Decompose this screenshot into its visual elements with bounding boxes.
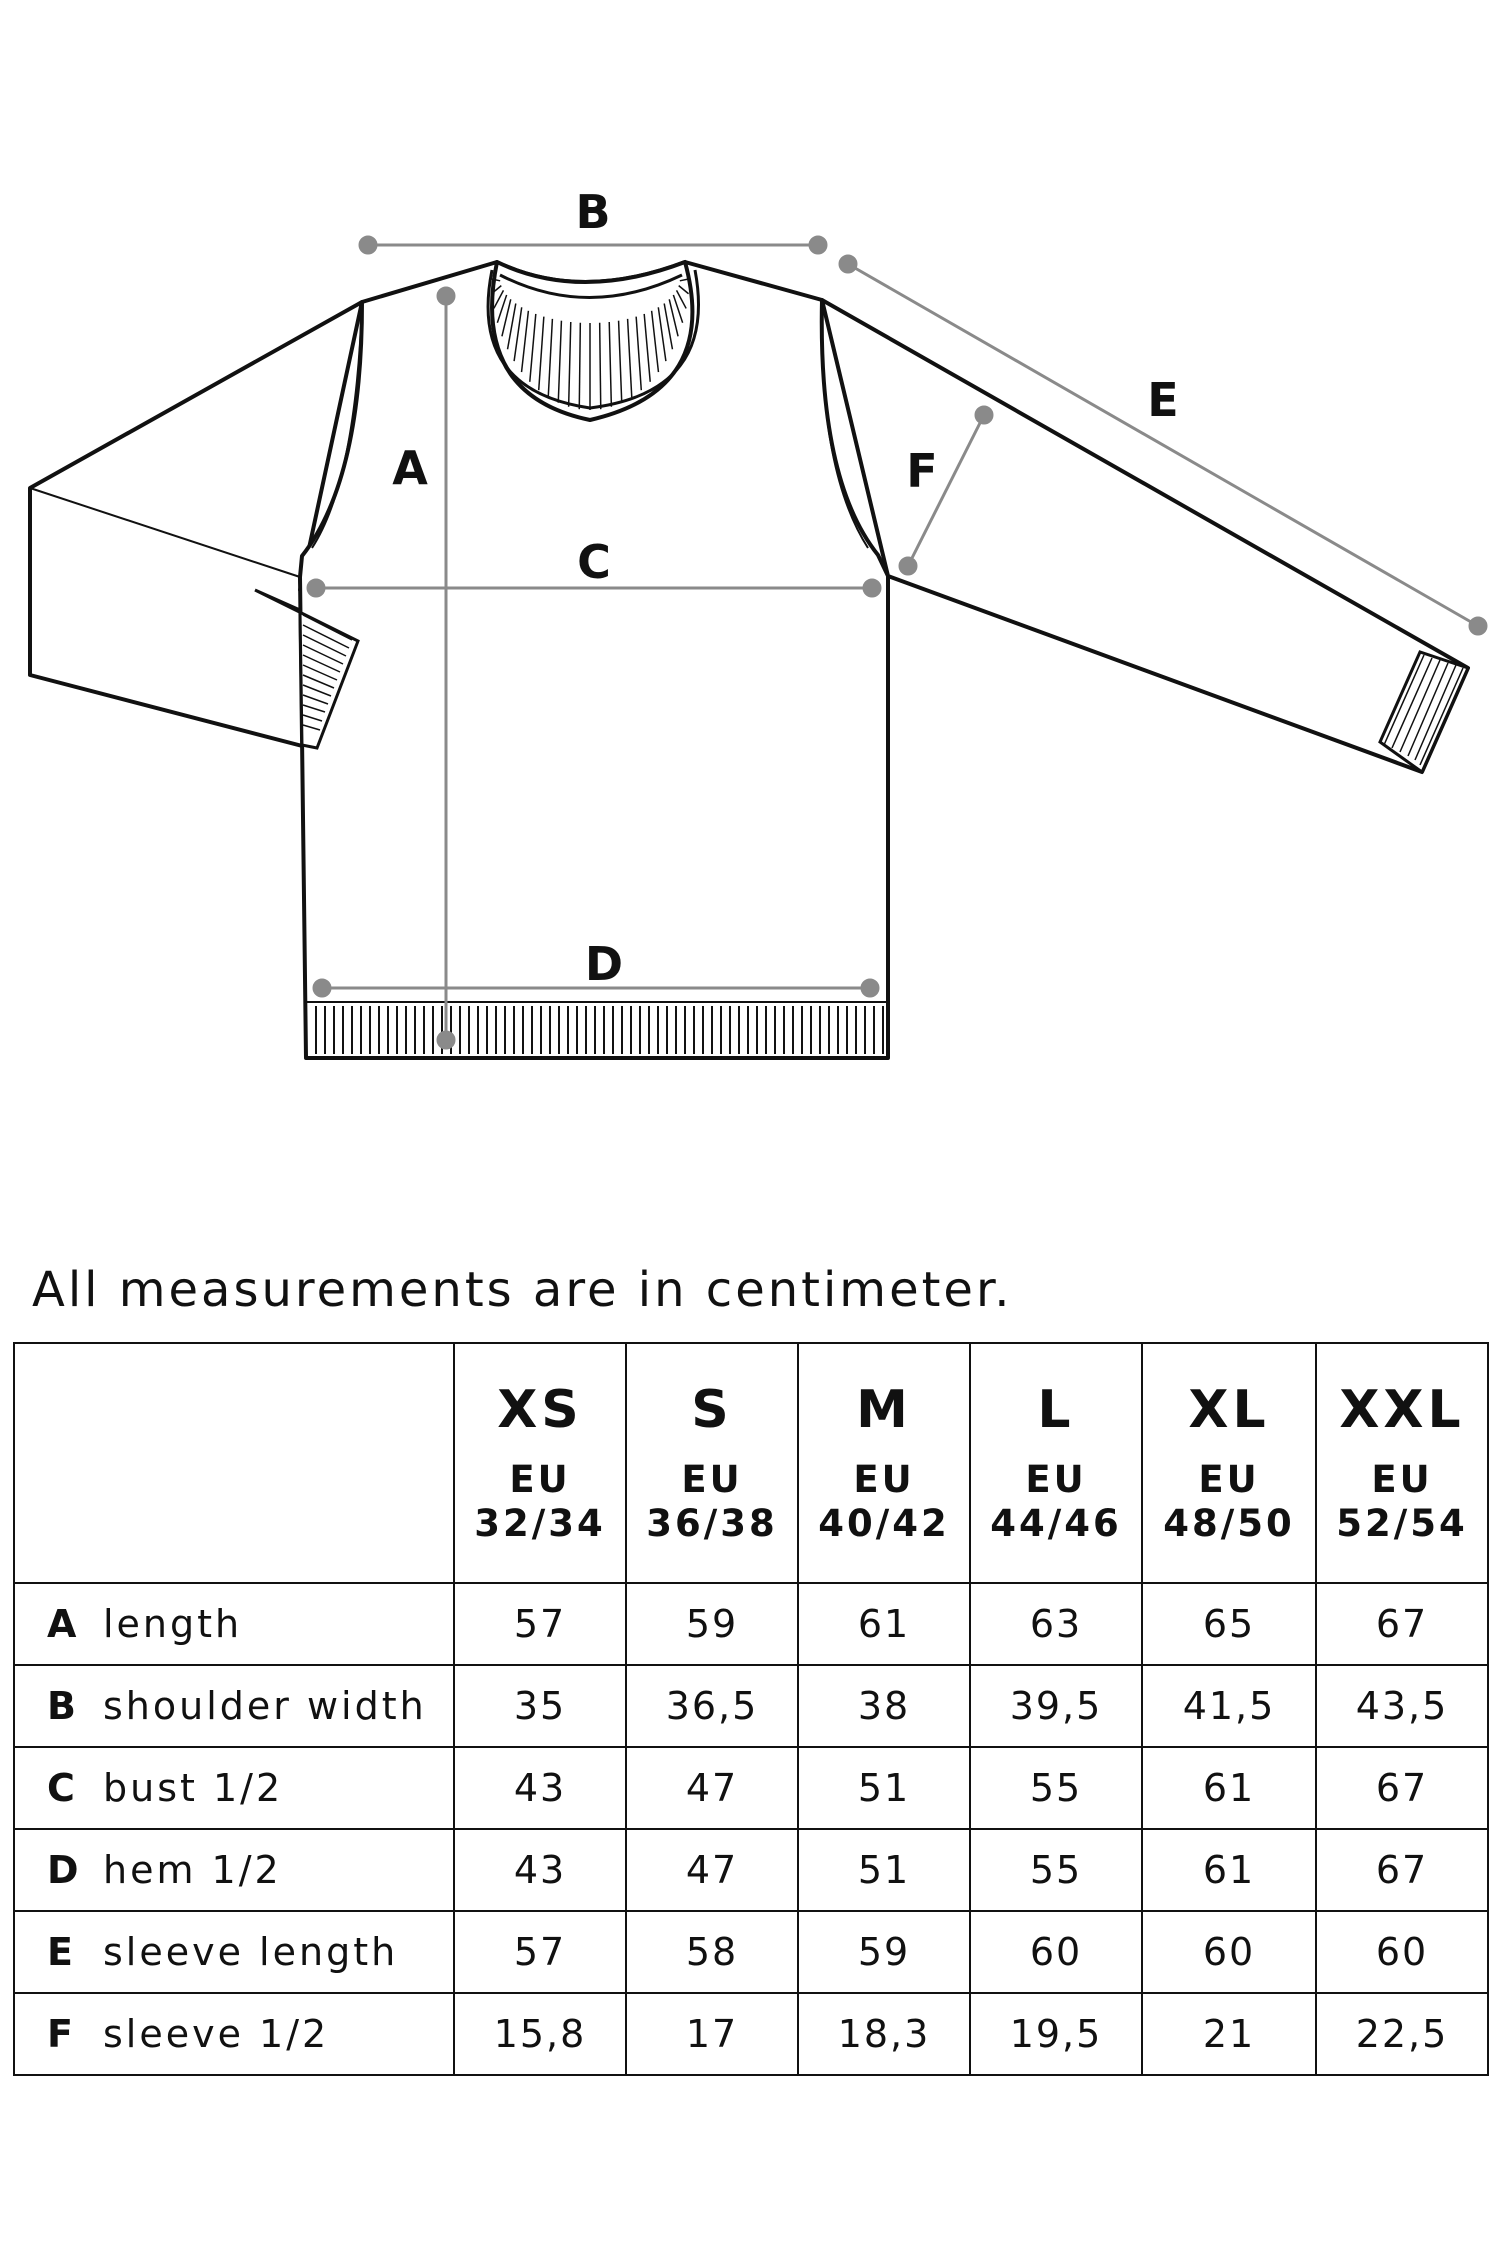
table-cell: 65 [1142, 1583, 1316, 1665]
size-header: L EU 44/46 [970, 1343, 1142, 1583]
row-label: sleeve 1/2 [103, 2012, 330, 2056]
table-cell: 22,5 [1316, 1993, 1488, 2075]
table-cell: 59 [626, 1583, 798, 1665]
label-d: D [584, 937, 624, 991]
table-cell: 60 [970, 1911, 1142, 1993]
table-row [14, 1583, 1488, 1665]
row-label: sleeve length [103, 1930, 399, 1974]
table-cell: 18,3 [798, 1993, 970, 2075]
table-cell: 60 [1316, 1911, 1488, 1993]
table-cell: 21 [1142, 1993, 1316, 2075]
row-letter: E [47, 1930, 75, 1974]
table-cell: 60 [1142, 1911, 1316, 1993]
table-cell: 36,5 [626, 1665, 798, 1747]
row-label: bust 1/2 [103, 1766, 284, 1810]
table-cell: 47 [626, 1747, 798, 1829]
label-e: E [1147, 373, 1179, 427]
row-letter: B [47, 1684, 78, 1728]
row-label: length [103, 1602, 243, 1646]
table-cell: 43 [454, 1829, 626, 1911]
table-cell: 59 [798, 1911, 970, 1993]
table-cell: 67 [1316, 1747, 1488, 1829]
table-row [14, 1747, 1488, 1829]
row-header [14, 1747, 454, 1829]
table-cell: 41,5 [1142, 1665, 1316, 1747]
table-cell: 58 [626, 1911, 798, 1993]
table-cell: 19,5 [970, 1993, 1142, 2075]
table-header-row [14, 1343, 1488, 1583]
row-header [14, 1583, 454, 1665]
table-cell: 35 [454, 1665, 626, 1747]
label-b: B [575, 185, 611, 239]
table-cell: 51 [798, 1829, 970, 1911]
table-cell: 67 [1316, 1829, 1488, 1911]
label-c: C [577, 535, 611, 589]
size-header: XS EU 32/34 [454, 1343, 626, 1583]
size-header: XXL EU 52/54 [1316, 1343, 1488, 1583]
size-header: XL EU 48/50 [1142, 1343, 1316, 1583]
table-cell: 51 [798, 1747, 970, 1829]
table-cell: 17 [626, 1993, 798, 2075]
row-header [14, 1829, 454, 1911]
table-cell: 57 [454, 1583, 626, 1665]
table-cell: 61 [1142, 1829, 1316, 1911]
row-letter: C [47, 1766, 77, 1810]
row-header [14, 1911, 454, 1993]
table-row [14, 1911, 1488, 1993]
row-letter: A [47, 1602, 79, 1646]
header-corner [14, 1343, 454, 1583]
row-letter: F [47, 2012, 75, 2056]
table-cell: 15,8 [454, 1993, 626, 2075]
row-header [14, 1665, 454, 1747]
table-cell: 55 [970, 1829, 1142, 1911]
size-header: S EU 36/38 [626, 1343, 798, 1583]
row-label: hem 1/2 [103, 1848, 282, 1892]
table-cell: 39,5 [970, 1665, 1142, 1747]
table-row [14, 1829, 1488, 1911]
table-cell: 43,5 [1316, 1665, 1488, 1747]
table-cell: 43 [454, 1747, 626, 1829]
table-cell: 47 [626, 1829, 798, 1911]
size-table [13, 1342, 1489, 2076]
table-cell: 38 [798, 1665, 970, 1747]
table-cell: 57 [454, 1911, 626, 1993]
table-row [14, 1993, 1488, 2075]
table-row [14, 1665, 1488, 1747]
table-cell: 55 [970, 1747, 1142, 1829]
table-cell: 67 [1316, 1583, 1488, 1665]
label-f: F [906, 444, 938, 498]
table-cell: 61 [798, 1583, 970, 1665]
row-label: shoulder width [103, 1684, 427, 1728]
right-sleeve [822, 300, 1468, 772]
row-header [14, 1993, 454, 2075]
table-cell: 61 [1142, 1747, 1316, 1829]
table-cell: 63 [970, 1583, 1142, 1665]
size-header: M EU 40/42 [798, 1343, 970, 1583]
label-a: A [392, 441, 428, 495]
row-letter: D [47, 1848, 81, 1892]
measurement-note: All measurements are in centimeter. [32, 1262, 1013, 1318]
